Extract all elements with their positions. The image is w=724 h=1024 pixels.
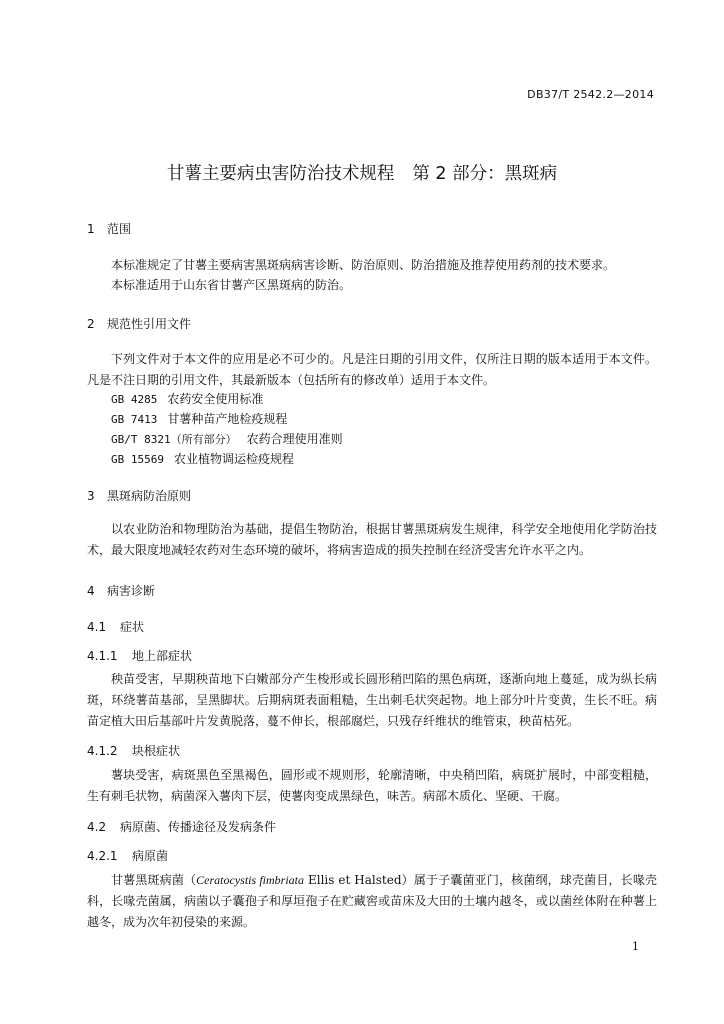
section-title: 规范性引用文件: [107, 317, 192, 331]
reference-item: [111, 390, 263, 407]
page-number: 1: [632, 940, 639, 953]
standard-code: DB37/T 2542.2—2014: [527, 88, 654, 101]
heading-section-4-1-2: [87, 742, 180, 759]
paragraph-root-symptoms: 薯块受害，病斑黑色至黑褐色，圆形或不规则形，轮廓清晰，中央稍凹陷，病斑扩展时，中部变粗糙，生有刺毛状物，病菌深入薯肉下层，使薯肉变成黑绿色，味苦。病部木质化、坚硬、干腐。: [87, 768, 657, 803]
section-title: 病害诊断: [107, 584, 156, 598]
paragraph-aboveground-symptoms: 秧苗受害，早期秧苗地下白嫩部分产生梭形或长圆形稍凹陷的黑色病斑，逐渐向地上蔓延，成为纵长病斑，环绕薯苗基部，呈黑脚状。后期病斑表面粗糙，生出刺毛状突起物。地上部分叶片变黄，生长不旺。病苗定植大田后基部叶片发黄脱落，蔓不伸长，根部腐烂，只残存纤维状的维管束，秧苗枯死。: [87, 672, 657, 728]
section-title: 黑斑病防治原则: [107, 489, 192, 503]
reference-code: GB 4285: [111, 393, 158, 406]
section-number: 4.1: [87, 620, 107, 634]
section-number: 4: [87, 584, 95, 598]
paragraph-normative-refs: 下列文件对于本文件的应用是必不可少的。凡是注日期的引用文件，仅所注日期的版本适用于本文件。凡是不注日期的引用文件，其最新版本（包括所有的修改单）适用于本文件。: [87, 352, 657, 387]
reference-title: 农业植物调运检疫规程: [173, 452, 294, 466]
reference-code: GB 7413: [111, 413, 158, 426]
section-number: 3: [87, 489, 95, 503]
section-title: 范围: [107, 222, 132, 236]
reference-item: [111, 430, 343, 447]
pathogen-text-b: Ellis et Halsted）属于子囊菌亚门，核菌纲，球壳菌目，长喙壳科，长喙壳菌属，病菌以子囊孢子和厚垣孢子在贮藏窖或苗床及大田的土壤内越冬，或以菌丝体附在种薯上越冬，成为次年初侵染的来源。: [87, 873, 657, 929]
pathogen-latin-name: Ceratocystis fimbriata: [196, 873, 304, 887]
section-number: 4.1.2: [87, 744, 118, 758]
reference-title: 农药合理使用准则: [246, 432, 343, 446]
heading-section-4-2-1: [87, 847, 168, 864]
pathogen-text-a: 甘薯黑斑病菌（: [111, 873, 197, 887]
paragraph-pathogen: [87, 870, 657, 933]
document-title: [0, 160, 724, 185]
section-title: 症状: [120, 620, 145, 634]
reference-title: 甘薯种苗产地检疫规程: [167, 412, 288, 426]
paragraph-scope-1: 本标准规定了甘薯主要病害黑斑病病害诊断、防治原则、防治措施及推荐使用药剂的技术要求。: [111, 258, 616, 272]
title-main: 甘薯主要病虫害防治技术规程: [166, 164, 395, 184]
reference-code: GB 15569: [111, 453, 164, 466]
heading-section-4: [87, 582, 155, 599]
section-title: 块根症状: [132, 744, 181, 758]
paragraph-control-principle: 以农业防治和物理防治为基础，提倡生物防治，根据甘薯黑斑病发生规律，科学安全地使用化学防治技术，最大限度地减轻农药对生态环境的破坏，将病害造成的损失控制在经济受害允许水平之内。: [87, 522, 657, 557]
heading-section-1: [87, 220, 131, 237]
section-title: 病原菌: [132, 849, 169, 863]
section-title: 病原菌、传播途径及发病条件: [120, 820, 277, 834]
heading-section-4-1: [87, 618, 144, 635]
section-number: 4.2: [87, 820, 107, 834]
heading-section-4-2: [87, 818, 276, 835]
section-number: 2: [87, 317, 95, 331]
section-number: 1: [87, 222, 95, 236]
reference-code: GB/T 8321（所有部分）: [111, 433, 237, 446]
section-number: 4.2.1: [87, 849, 118, 863]
heading-section-4-1-1: [87, 647, 192, 664]
reference-item: [111, 410, 287, 427]
title-part: 第 2 部分：黑斑病: [412, 164, 558, 184]
heading-section-3: [87, 487, 191, 504]
section-number: 4.1.1: [87, 649, 118, 663]
section-title: 地上部症状: [132, 649, 193, 663]
reference-item: [111, 450, 294, 467]
reference-title: 农药安全使用标准: [167, 392, 264, 406]
paragraph-scope-2: 本标准适用于山东省甘薯产区黑斑病的防治。: [111, 278, 352, 292]
heading-section-2: [87, 315, 191, 332]
